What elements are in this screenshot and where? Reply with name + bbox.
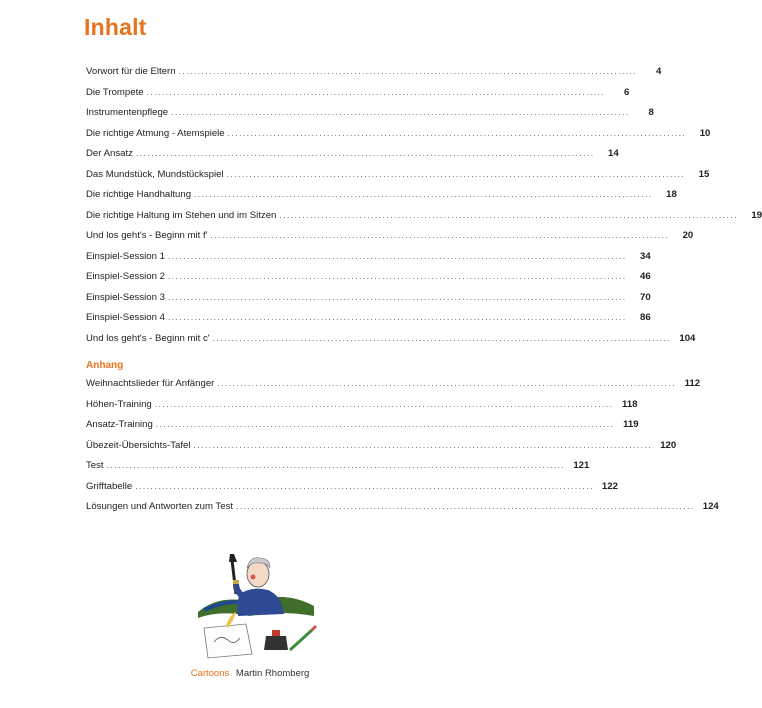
toc-entry-page: 10	[699, 127, 711, 139]
dot-leader: ........................................................................................................................	[212, 333, 672, 343]
toc-entry-page: 34	[639, 250, 651, 262]
toc-entry-label: Die richtige Handhaltung	[86, 189, 194, 200]
page-title: Inhalt	[84, 14, 147, 40]
dot-leader: ........................................................................................................................	[167, 313, 627, 322]
trumpet-player-illustration	[190, 550, 320, 660]
toc-entry[interactable]	[86, 439, 677, 461]
toc-entry[interactable]	[86, 501, 719, 522]
dot-leader: ........................................................................................................................	[217, 379, 677, 388]
toc-entry-page: 19	[751, 209, 762, 221]
toc-entry-label: Die richtige Haltung im Stehen und im Sitzen	[86, 210, 279, 221]
dot-leader: ........................................................................................................................	[106, 461, 566, 470]
toc-entry[interactable]	[86, 250, 651, 272]
dot-leader: ........................................................................................................................	[210, 231, 670, 240]
toc-entry-label: Einspiel-Session 3	[86, 292, 168, 303]
toc-entry[interactable]	[86, 66, 662, 87]
toc-entry-label: Test	[86, 460, 107, 471]
toc-entry[interactable]	[86, 107, 654, 128]
toc-entry-label: Höhen-Training	[86, 399, 155, 410]
dot-leader: ........................................................................................................................	[135, 481, 594, 491]
toc-entry-page: 4	[655, 66, 662, 77]
toc-entry[interactable]	[86, 419, 639, 440]
toc-entry-label: Einspiel-Session 4	[86, 312, 168, 323]
toc-entry[interactable]	[86, 291, 651, 313]
toc-entry[interactable]	[86, 378, 701, 399]
toc-entry[interactable]	[86, 460, 590, 481]
toc-entry-label: Ansatz-Training	[86, 419, 156, 430]
toc-entry-label: Der Ansatz	[86, 148, 136, 159]
toc-entry-page: 118	[622, 398, 638, 410]
credit-name: Martin Rhomberg	[235, 668, 310, 679]
toc-entry[interactable]	[86, 127, 711, 149]
toc-entry-label: Einspiel-Session 2	[86, 271, 168, 282]
toc-entry-page: 122	[601, 480, 618, 492]
dot-leader: ........................................................................................................................	[154, 399, 614, 409]
toc-entry[interactable]	[86, 209, 762, 231]
dot-leader: ........................................................................................................................	[227, 128, 687, 138]
toc-entry[interactable]	[86, 230, 694, 251]
dot-leader: ........................................................................................................................	[193, 440, 653, 450]
dot-leader: ........................................................................................................................	[135, 149, 595, 158]
toc-entry-label: Einspiel-Session 1	[86, 251, 168, 262]
toc-entry-page: 15	[698, 168, 710, 180]
toc-entry-label: Lösungen und Antworten zum Test	[86, 501, 236, 512]
toc-entry-label: Und los geht's - Beginn mit c'	[86, 333, 213, 344]
dot-leader: ........................................................................................................................	[178, 67, 638, 76]
toc-entry-page: 119	[623, 419, 639, 430]
appendix-heading: Anhang	[86, 360, 124, 371]
dot-leader: ........................................................................................................................	[236, 502, 695, 511]
toc-entry-page: 46	[639, 271, 651, 282]
toc-entry-label: Vorwort für die Eltern	[86, 66, 179, 77]
toc-entry[interactable]	[86, 148, 619, 169]
toc-entry-page: 86	[639, 312, 651, 323]
dot-leader: ........................................................................................................................	[146, 87, 606, 97]
dot-leader: ........................................................................................................................	[167, 292, 627, 302]
toc-entry-page: 121	[573, 460, 590, 471]
dot-leader: ........................................................................................................................	[226, 169, 686, 179]
toc-entry-page: 124	[702, 501, 719, 512]
toc-entry-label: Weihnachtslieder für Anfänger	[86, 378, 217, 389]
toc-entry[interactable]	[86, 168, 710, 190]
toc-entry[interactable]	[86, 312, 651, 333]
toc-entry[interactable]	[86, 86, 630, 108]
toc-entry-page: 18	[666, 189, 677, 200]
toc-entry-page: 120	[660, 439, 677, 451]
toc-entry-page: 20	[682, 230, 694, 241]
toc-entry-label: Die Trompete	[86, 87, 147, 98]
toc-entry-page: 6	[623, 86, 630, 98]
toc-entry-page: 14	[607, 148, 619, 159]
table-of-contents	[86, 66, 762, 353]
dot-leader: ........................................................................................................................	[155, 420, 615, 429]
toc-entry-label: Die richtige Atmung - Atemspiele	[86, 128, 228, 139]
toc-entry[interactable]	[86, 332, 696, 354]
toc-entry-page: 112	[684, 378, 701, 389]
toc-entry-page: 8	[648, 107, 654, 118]
toc-entry[interactable]	[86, 189, 677, 210]
toc-entry[interactable]	[86, 398, 638, 420]
toc-entry-page: 70	[639, 291, 651, 303]
credit-role: Cartoons	[190, 668, 230, 679]
toc-entry[interactable]	[86, 480, 618, 502]
appendix-contents	[86, 378, 719, 522]
dot-leader: ........................................................................................................................	[279, 210, 739, 220]
toc-entry-label: Das Mundstück, Mundstückspiel	[86, 169, 227, 180]
toc-entry-label: Übezeit-Übersichts-Tafel	[86, 440, 194, 451]
dot-leader: ........................................................................................................................	[167, 251, 627, 261]
toc-entry-label: Grifftabelle	[86, 481, 135, 492]
toc-entry-page: 104	[679, 332, 696, 344]
toc-entry-label: Und los geht's - Beginn mit f'	[86, 230, 211, 241]
dot-leader: ........................................................................................................................	[171, 108, 630, 117]
illustration-credit	[0, 668, 500, 679]
toc-entry[interactable]	[86, 271, 651, 292]
toc-entry-label: Instrumentenpflege	[86, 107, 171, 118]
dot-leader: ........................................................................................................................	[194, 190, 653, 199]
dot-leader: ........................................................................................................................	[167, 272, 627, 281]
